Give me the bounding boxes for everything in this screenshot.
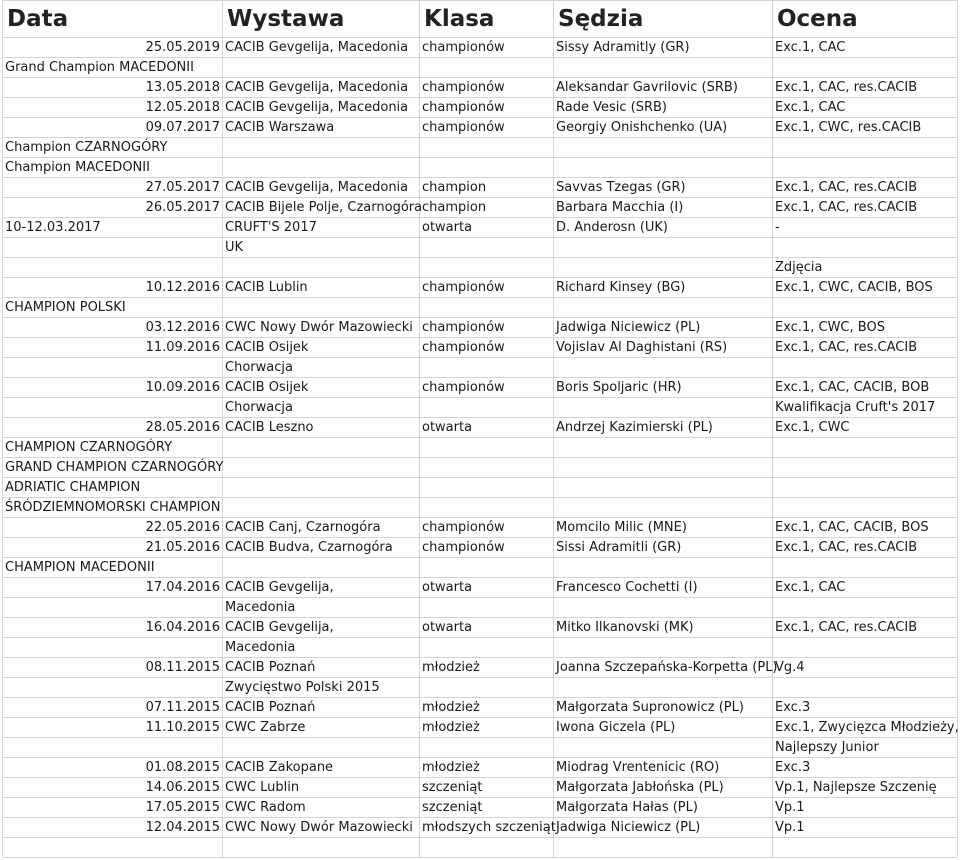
rating-cell[interactable] <box>773 138 958 158</box>
rating-cell[interactable]: Vp.1 <box>773 798 958 818</box>
show-cell[interactable] <box>223 838 420 858</box>
rating-cell[interactable] <box>773 158 958 178</box>
date-cell[interactable]: Champion CZARNOGÓRY <box>3 138 223 158</box>
class-cell[interactable] <box>420 738 554 758</box>
table-row <box>3 778 958 798</box>
rating-cell[interactable] <box>773 638 958 658</box>
date-cell[interactable]: 01.08.2015 <box>3 758 223 778</box>
show-cell[interactable]: CACIB Leszno <box>223 418 420 438</box>
rating-cell[interactable] <box>773 298 958 318</box>
judge-cell[interactable]: Rade Vesic (SRB) <box>554 98 773 118</box>
show-cell[interactable]: Chorwacja <box>223 398 420 418</box>
judge-cell[interactable]: Francesco Cochetti (I) <box>554 578 773 598</box>
class-cell[interactable] <box>420 58 554 78</box>
class-cell[interactable] <box>420 638 554 658</box>
show-cell[interactable] <box>223 438 420 458</box>
rating-cell[interactable]: Exc.1, CWC, CACIB, BOS <box>773 278 958 298</box>
judge-cell[interactable] <box>554 138 773 158</box>
show-cell[interactable]: CACIB Gevgelija, Macedonia <box>223 98 420 118</box>
judge-cell[interactable]: Savvas Tzegas (GR) <box>554 178 773 198</box>
rating-cell[interactable] <box>773 498 958 518</box>
judge-cell[interactable]: Iwona Giczela (PL) <box>554 718 773 738</box>
judge-cell[interactable]: Sissi Adramitli (GR) <box>554 538 773 558</box>
class-cell[interactable]: młodzież <box>420 658 554 678</box>
rating-cell[interactable]: Exc.1, CWC, BOS <box>773 318 958 338</box>
table-row <box>3 758 958 778</box>
class-cell[interactable]: championów <box>420 278 554 298</box>
date-cell[interactable] <box>3 258 223 278</box>
rating-cell[interactable]: Exc.1, CAC, res.CACIB <box>773 78 958 98</box>
judge-cell[interactable]: Małgorzata Jabłońska (PL) <box>554 778 773 798</box>
judge-cell[interactable]: Vojislav Al Daghistani (RS) <box>554 338 773 358</box>
class-cell[interactable]: championów <box>420 118 554 138</box>
rating-cell[interactable]: Vp.1, Najlepsze Szczenię <box>773 778 958 798</box>
date-cell[interactable]: 10-12.03.2017 <box>3 218 223 238</box>
table-row <box>3 558 958 578</box>
rating-cell[interactable]: Exc.1, CAC, CACIB, BOB <box>773 378 958 398</box>
judge-cell[interactable]: Aleksandar Gavrilovic (SRB) <box>554 78 773 98</box>
class-cell[interactable]: championów <box>420 318 554 338</box>
date-cell[interactable] <box>3 238 223 258</box>
judge-cell[interactable]: Andrzej Kazimierski (PL) <box>554 418 773 438</box>
show-cell[interactable] <box>223 498 420 518</box>
date-cell[interactable]: 14.06.2015 <box>3 778 223 798</box>
judge-cell[interactable] <box>554 838 773 858</box>
class-cell[interactable]: championów <box>420 98 554 118</box>
header-sedzia: Sędzia <box>554 1 773 38</box>
rating-cell[interactable]: Exc.1, CAC <box>773 98 958 118</box>
show-cell[interactable]: Chorwacja <box>223 358 420 378</box>
results-table <box>2 0 958 858</box>
rating-cell[interactable]: Exc.1, CWC <box>773 418 958 438</box>
show-cell[interactable]: CACIB Gevgelija, <box>223 578 420 598</box>
judge-cell[interactable] <box>554 158 773 178</box>
table-row <box>3 658 958 678</box>
table-row <box>3 38 958 58</box>
class-cell[interactable]: młodszych szczeniąt <box>420 818 554 838</box>
judge-cell[interactable]: Richard Kinsey (BG) <box>554 278 773 298</box>
table-row <box>3 498 958 518</box>
show-cell[interactable] <box>223 158 420 178</box>
show-cell[interactable]: CACIB Zakopane <box>223 758 420 778</box>
show-cell[interactable] <box>223 58 420 78</box>
show-cell[interactable]: UK <box>223 238 420 258</box>
rating-cell[interactable] <box>773 558 958 578</box>
date-cell[interactable]: 11.09.2016 <box>3 338 223 358</box>
show-cell[interactable]: CACIB Osijek <box>223 338 420 358</box>
date-cell[interactable] <box>3 838 223 858</box>
date-cell[interactable]: 21.05.2016 <box>3 538 223 558</box>
class-cell[interactable]: szczeniąt <box>420 778 554 798</box>
table-row <box>3 158 958 178</box>
class-cell[interactable] <box>420 438 554 458</box>
date-cell[interactable]: 22.05.2016 <box>3 518 223 538</box>
table-row <box>3 58 958 78</box>
rating-cell[interactable]: Vp.1 <box>773 818 958 838</box>
date-cell[interactable]: 12.04.2015 <box>3 818 223 838</box>
class-cell[interactable] <box>420 838 554 858</box>
show-cell[interactable]: CWC Nowy Dwór Mazowiecki <box>223 318 420 338</box>
date-cell[interactable]: 28.05.2016 <box>3 418 223 438</box>
rating-cell[interactable]: Exc.1, CAC, res.CACIB <box>773 538 958 558</box>
judge-cell[interactable] <box>554 58 773 78</box>
date-cell[interactable]: 12.05.2018 <box>3 98 223 118</box>
judge-cell[interactable] <box>554 738 773 758</box>
table-row <box>3 138 958 158</box>
table-row <box>3 198 958 218</box>
class-cell[interactable] <box>420 158 554 178</box>
date-cell[interactable]: 27.05.2017 <box>3 178 223 198</box>
show-cell[interactable]: CWC Radom <box>223 798 420 818</box>
show-cell[interactable]: Zwycięstwo Polski 2015 <box>223 678 420 698</box>
rating-cell[interactable]: Exc.1, CAC, res.CACIB <box>773 198 958 218</box>
judge-cell[interactable] <box>554 438 773 458</box>
header-ocena: Ocena <box>773 1 958 38</box>
show-cell[interactable]: CACIB Osijek <box>223 378 420 398</box>
judge-cell[interactable]: D. Anderosn (UK) <box>554 218 773 238</box>
judge-cell[interactable] <box>554 598 773 618</box>
date-cell[interactable]: 09.07.2017 <box>3 118 223 138</box>
show-cell[interactable] <box>223 258 420 278</box>
date-cell[interactable]: 08.11.2015 <box>3 658 223 678</box>
rating-cell[interactable]: Exc.1, Zwycięzca Młodzieży, <box>773 718 958 738</box>
rating-cell[interactable] <box>773 438 958 458</box>
header-wystawa: Wystawa <box>223 1 420 38</box>
table-row <box>3 578 958 598</box>
judge-cell[interactable] <box>554 458 773 478</box>
class-cell[interactable] <box>420 258 554 278</box>
class-cell[interactable]: młodzież <box>420 698 554 718</box>
date-cell[interactable]: Champion MACEDONII <box>3 158 223 178</box>
class-cell[interactable]: otwarta <box>420 578 554 598</box>
table-row <box>3 438 958 458</box>
rating-cell[interactable] <box>773 58 958 78</box>
table-row <box>3 478 958 498</box>
class-cell[interactable]: championów <box>420 338 554 358</box>
header-row <box>3 1 958 38</box>
rating-cell[interactable]: Exc.1, CAC, res.CACIB <box>773 618 958 638</box>
table-row <box>3 838 958 858</box>
rating-cell[interactable]: Exc.1, CWC, res.CACIB <box>773 118 958 138</box>
show-cell[interactable]: CACIB Bijele Polje, Czarnogóra <box>223 198 420 218</box>
class-cell[interactable]: otwarta <box>420 218 554 238</box>
rating-cell[interactable] <box>773 358 958 378</box>
judge-cell[interactable] <box>554 298 773 318</box>
show-cell[interactable] <box>223 738 420 758</box>
show-cell[interactable]: CACIB Gevgelija, <box>223 618 420 638</box>
table-row <box>3 458 958 478</box>
date-cell[interactable]: 17.05.2015 <box>3 798 223 818</box>
date-cell[interactable]: 10.09.2016 <box>3 378 223 398</box>
table-row <box>3 338 958 358</box>
date-cell[interactable]: Grand Champion MACEDONII <box>3 58 223 78</box>
class-cell[interactable]: szczeniąt <box>420 798 554 818</box>
judge-cell[interactable] <box>554 638 773 658</box>
rating-cell[interactable] <box>773 838 958 858</box>
rating-cell[interactable]: Exc.1, CAC <box>773 578 958 598</box>
table-row <box>3 218 958 238</box>
class-cell[interactable]: otwarta <box>420 418 554 438</box>
judge-cell[interactable]: Małgorzata Hałas (PL) <box>554 798 773 818</box>
rating-cell[interactable]: Exc.3 <box>773 758 958 778</box>
judge-cell[interactable]: Małgorzata Supronowicz (PL) <box>554 698 773 718</box>
date-cell[interactable]: GRAND CHAMPION CZARNOGÓRY <box>3 458 223 478</box>
judge-cell[interactable] <box>554 358 773 378</box>
rating-cell[interactable]: Exc.1, CAC, CACIB, BOS <box>773 518 958 538</box>
table-row <box>3 798 958 818</box>
show-cell[interactable]: CRUFT'S 2017 <box>223 218 420 238</box>
table-row <box>3 378 958 398</box>
show-cell[interactable]: CACIB Poznań <box>223 698 420 718</box>
table-row <box>3 638 958 658</box>
class-cell[interactable]: championów <box>420 518 554 538</box>
date-cell[interactable]: 16.04.2016 <box>3 618 223 638</box>
rating-cell[interactable] <box>773 238 958 258</box>
rating-cell[interactable] <box>773 478 958 498</box>
table-row <box>3 738 958 758</box>
rating-cell[interactable]: Exc.1, CAC, res.CACIB <box>773 178 958 198</box>
table-row <box>3 78 958 98</box>
table-row <box>3 98 958 118</box>
header-data: Data <box>3 1 223 38</box>
judge-cell[interactable]: Sissy Adramitly (GR) <box>554 38 773 58</box>
date-cell[interactable]: CHAMPION MACEDONII <box>3 558 223 578</box>
judge-cell[interactable]: Jadwiga Niciewicz (PL) <box>554 818 773 838</box>
table-row <box>3 718 958 738</box>
date-cell[interactable]: ADRIATIC CHAMPION <box>3 478 223 498</box>
table-row <box>3 118 958 138</box>
judge-cell[interactable]: Momcilo Milic (MNE) <box>554 518 773 538</box>
judge-cell[interactable] <box>554 258 773 278</box>
rating-cell[interactable]: Kwalifikacja Cruft's 2017 <box>773 398 958 418</box>
class-cell[interactable] <box>420 558 554 578</box>
show-cell[interactable]: Macedonia <box>223 598 420 618</box>
table-row <box>3 698 958 718</box>
date-cell[interactable] <box>3 638 223 658</box>
date-cell[interactable]: ŚRÓDZIEMNOMORSKI CHAMPION <box>3 498 223 518</box>
table-row <box>3 398 958 418</box>
show-cell[interactable] <box>223 138 420 158</box>
judge-cell[interactable] <box>554 498 773 518</box>
judge-cell[interactable]: Georgiy Onishchenko (UA) <box>554 118 773 138</box>
date-cell[interactable]: 13.05.2018 <box>3 78 223 98</box>
class-cell[interactable] <box>420 678 554 698</box>
rating-cell[interactable] <box>773 458 958 478</box>
class-cell[interactable] <box>420 598 554 618</box>
table-row <box>3 538 958 558</box>
show-cell[interactable]: CACIB Canj, Czarnogóra <box>223 518 420 538</box>
date-cell[interactable] <box>3 678 223 698</box>
rating-cell[interactable]: - <box>773 218 958 238</box>
show-cell[interactable]: CWC Lublin <box>223 778 420 798</box>
show-cell[interactable]: CACIB Poznań <box>223 658 420 678</box>
show-cell[interactable]: CWC Nowy Dwór Mazowiecki <box>223 818 420 838</box>
show-cell[interactable] <box>223 298 420 318</box>
rating-cell[interactable]: Najlepszy Junior <box>773 738 958 758</box>
show-cell[interactable]: CWC Zabrze <box>223 718 420 738</box>
class-cell[interactable]: młodzież <box>420 718 554 738</box>
show-cell[interactable]: CACIB Warszawa <box>223 118 420 138</box>
show-cell[interactable] <box>223 458 420 478</box>
class-cell[interactable] <box>420 458 554 478</box>
judge-cell[interactable] <box>554 398 773 418</box>
rating-cell[interactable] <box>773 678 958 698</box>
table-row <box>3 518 958 538</box>
class-cell[interactable] <box>420 498 554 518</box>
judge-cell[interactable] <box>554 238 773 258</box>
table-row <box>3 178 958 198</box>
date-cell[interactable] <box>3 598 223 618</box>
date-cell[interactable] <box>3 358 223 378</box>
date-cell[interactable]: 11.10.2015 <box>3 718 223 738</box>
class-cell[interactable] <box>420 298 554 318</box>
rating-cell[interactable]: Exc.3 <box>773 698 958 718</box>
table-row <box>3 318 958 338</box>
date-cell[interactable]: CHAMPION CZARNOGÓRY <box>3 438 223 458</box>
table-row <box>3 258 958 278</box>
show-cell[interactable]: CACIB Lublin <box>223 278 420 298</box>
rating-cell[interactable] <box>773 598 958 618</box>
date-cell[interactable]: 17.04.2016 <box>3 578 223 598</box>
show-cell[interactable]: Macedonia <box>223 638 420 658</box>
table-row <box>3 358 958 378</box>
judge-cell[interactable] <box>554 478 773 498</box>
rating-cell[interactable]: Exc.1, CAC <box>773 38 958 58</box>
table-row <box>3 598 958 618</box>
show-cell[interactable] <box>223 478 420 498</box>
class-cell[interactable] <box>420 238 554 258</box>
table-row <box>3 238 958 258</box>
date-cell[interactable]: 25.05.2019 <box>3 38 223 58</box>
header-klasa: Klasa <box>420 1 554 38</box>
table-row <box>3 618 958 638</box>
class-cell[interactable] <box>420 358 554 378</box>
class-cell[interactable] <box>420 398 554 418</box>
judge-cell[interactable] <box>554 678 773 698</box>
table-row <box>3 298 958 318</box>
judge-cell[interactable]: Mitko Ilkanovski (MK) <box>554 618 773 638</box>
rating-cell[interactable]: Vg.4 <box>773 658 958 678</box>
judge-cell[interactable]: Miodrag Vrentenicic (RO) <box>554 758 773 778</box>
rating-cell[interactable]: Exc.1, CAC, res.CACIB <box>773 338 958 358</box>
class-cell[interactable]: champion <box>420 198 554 218</box>
show-cell[interactable]: CACIB Gevgelija, Macedonia <box>223 78 420 98</box>
table-row <box>3 678 958 698</box>
table-row <box>3 278 958 298</box>
show-cell[interactable]: CACIB Gevgelija, Macedonia <box>223 38 420 58</box>
show-cell[interactable] <box>223 558 420 578</box>
table-row <box>3 418 958 438</box>
show-cell[interactable]: CACIB Gevgelija, Macedonia <box>223 178 420 198</box>
judge-cell[interactable]: Joanna Szczepańska-Korpetta (PL) <box>554 658 773 678</box>
judge-cell[interactable]: Boris Spoljaric (HR) <box>554 378 773 398</box>
class-cell[interactable]: championów <box>420 378 554 398</box>
class-cell[interactable]: championów <box>420 38 554 58</box>
class-cell[interactable] <box>420 138 554 158</box>
show-cell[interactable]: CACIB Budva, Czarnogóra <box>223 538 420 558</box>
table-body <box>3 38 958 858</box>
date-cell[interactable]: 10.12.2016 <box>3 278 223 298</box>
class-cell[interactable]: otwarta <box>420 618 554 638</box>
table-row <box>3 818 958 838</box>
rating-cell[interactable]: Zdjęcia <box>773 258 958 278</box>
date-cell[interactable] <box>3 738 223 758</box>
date-cell[interactable]: 03.12.2016 <box>3 318 223 338</box>
class-cell[interactable]: młodzież <box>420 758 554 778</box>
class-cell[interactable]: championów <box>420 78 554 98</box>
judge-cell[interactable]: Jadwiga Niciewicz (PL) <box>554 318 773 338</box>
date-cell[interactable]: CHAMPION POLSKI <box>3 298 223 318</box>
judge-cell[interactable] <box>554 558 773 578</box>
date-cell[interactable]: 07.11.2015 <box>3 698 223 718</box>
judge-cell[interactable]: Barbara Macchia (I) <box>554 198 773 218</box>
class-cell[interactable]: championów <box>420 538 554 558</box>
class-cell[interactable]: champion <box>420 178 554 198</box>
date-cell[interactable]: 26.05.2017 <box>3 198 223 218</box>
date-cell[interactable] <box>3 398 223 418</box>
class-cell[interactable] <box>420 478 554 498</box>
